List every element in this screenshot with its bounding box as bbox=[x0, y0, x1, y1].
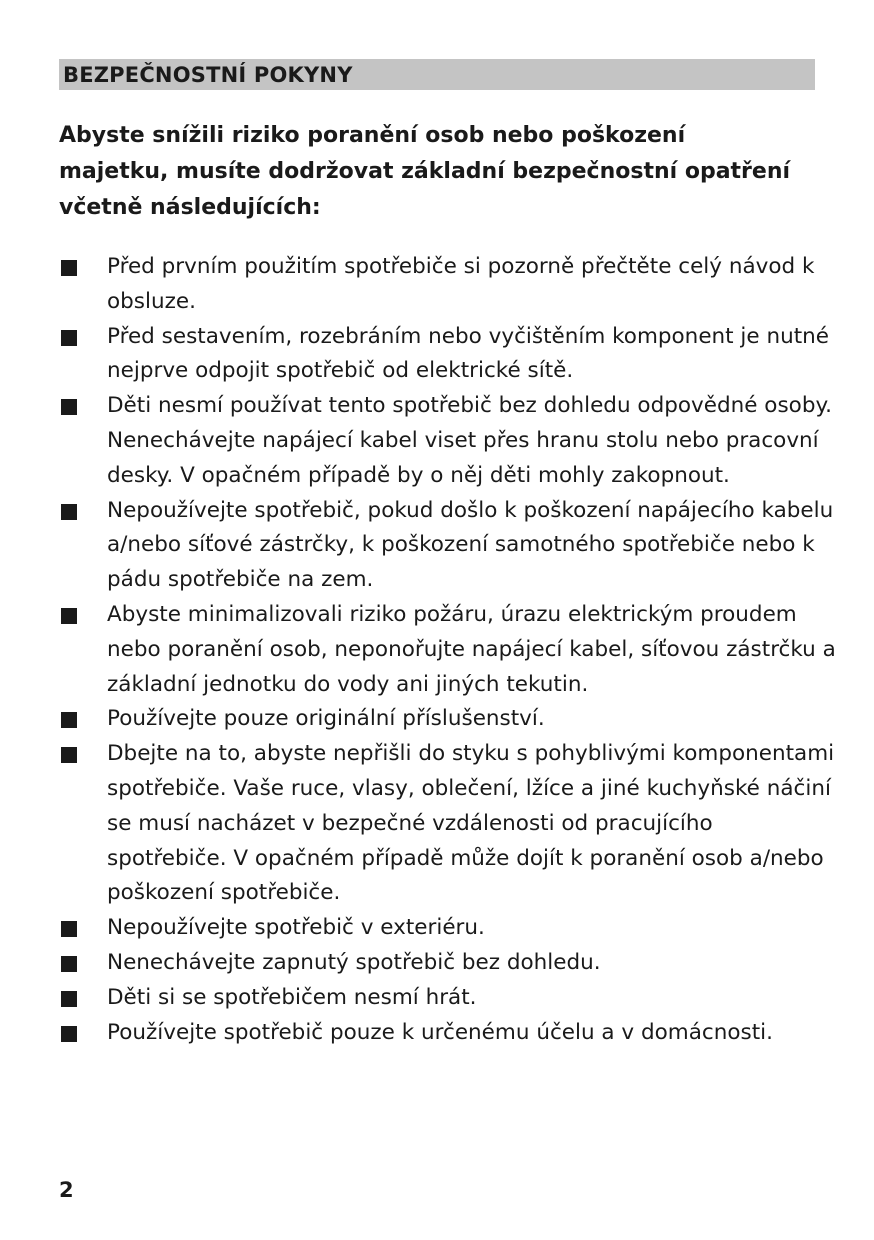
safety-instruction-text: Nepoužívejte spotřebič v exteriéru. bbox=[107, 915, 485, 941]
square-bullet-icon bbox=[61, 608, 77, 624]
square-bullet-icon bbox=[61, 747, 77, 763]
safety-instruction-text: Děti nesmí používat tento spotřebič bez dohledu odpovědné osoby. Nenechávejte napájecí kabel viset přes hranu stolu nebo pracovní desky. V opačném případě by o něj děti mohly zakopnout. bbox=[107, 393, 832, 488]
safety-instruction-text: Používejte spotřebič pouze k určenému účelu a v domácnosti. bbox=[107, 1019, 773, 1045]
square-bullet-icon bbox=[61, 956, 77, 972]
section-header-bar bbox=[59, 59, 815, 90]
safety-instruction-item bbox=[59, 1016, 839, 1051]
safety-instruction-item bbox=[59, 598, 839, 702]
safety-instruction-item bbox=[59, 702, 839, 737]
safety-instruction-item bbox=[59, 320, 839, 390]
safety-instruction-text: Používejte pouze originální příslušenství. bbox=[107, 706, 545, 732]
safety-instruction-item bbox=[59, 494, 839, 598]
square-bullet-icon bbox=[61, 504, 77, 520]
section-title: BEZPEČNOSTNÍ POKYNY bbox=[63, 62, 353, 87]
square-bullet-icon bbox=[61, 921, 77, 937]
square-bullet-icon bbox=[61, 991, 77, 1007]
square-bullet-icon bbox=[61, 1026, 77, 1042]
safety-instruction-item bbox=[59, 946, 839, 981]
safety-instruction-item bbox=[59, 389, 839, 493]
safety-instruction-text: Nepoužívejte spotřebič, pokud došlo k poškození napájecího kabelu a/nebo síťové zástrčky, k poškození samotného spotřebiče nebo k pádu spotřebiče na zem. bbox=[107, 497, 834, 593]
square-bullet-icon bbox=[61, 330, 77, 346]
safety-instruction-text: Před sestavením, rozebráním nebo vyčištěním komponent je nutné nejprve odpojit spotřebič od elektrické sítě. bbox=[107, 323, 830, 384]
safety-instruction-item bbox=[59, 737, 839, 911]
safety-instruction-text: Dbejte na to, abyste nepřišli do styku s pohyblivými komponentami spotřebiče. Vaše ruce, vlasy, oblečení, lžíce a jiné kuchyňské náčiní se musí nacházet v bezpečné vzdálenosti od pracujícího spotřebiče. V opačném případě může dojít k poranění osob a/nebo poškození spotřebiče. bbox=[107, 741, 835, 906]
safety-instructions-list bbox=[59, 250, 839, 1050]
safety-instruction-item bbox=[59, 250, 839, 320]
square-bullet-icon bbox=[61, 712, 77, 728]
safety-instruction-item bbox=[59, 911, 839, 946]
safety-instruction-text: Nenechávejte zapnutý spotřebič bez dohledu. bbox=[107, 949, 601, 975]
intro-paragraph: Abyste snížili riziko poranění osob nebo poškození majetku, musíte dodržovat základní bezpečnostní opatření včetně následujících: bbox=[59, 123, 791, 220]
square-bullet-icon bbox=[61, 260, 77, 276]
page-number: 2 bbox=[59, 1178, 74, 1202]
square-bullet-icon bbox=[61, 399, 77, 415]
safety-instruction-text: Abyste minimalizovali riziko požáru, úrazu elektrickým proudem nebo poranění osob, neponořujte napájecí kabel, síťovou zástrčku a základní jednotku do vody ani jiných tekutin. bbox=[107, 601, 836, 697]
safety-instruction-text: Před prvním použitím spotřebiče si pozorně přečtěte celý návod k obsluze. bbox=[107, 254, 815, 314]
safety-instruction-text: Děti si se spotřebičem nesmí hrát. bbox=[107, 984, 477, 1010]
safety-instruction-item bbox=[59, 981, 839, 1016]
